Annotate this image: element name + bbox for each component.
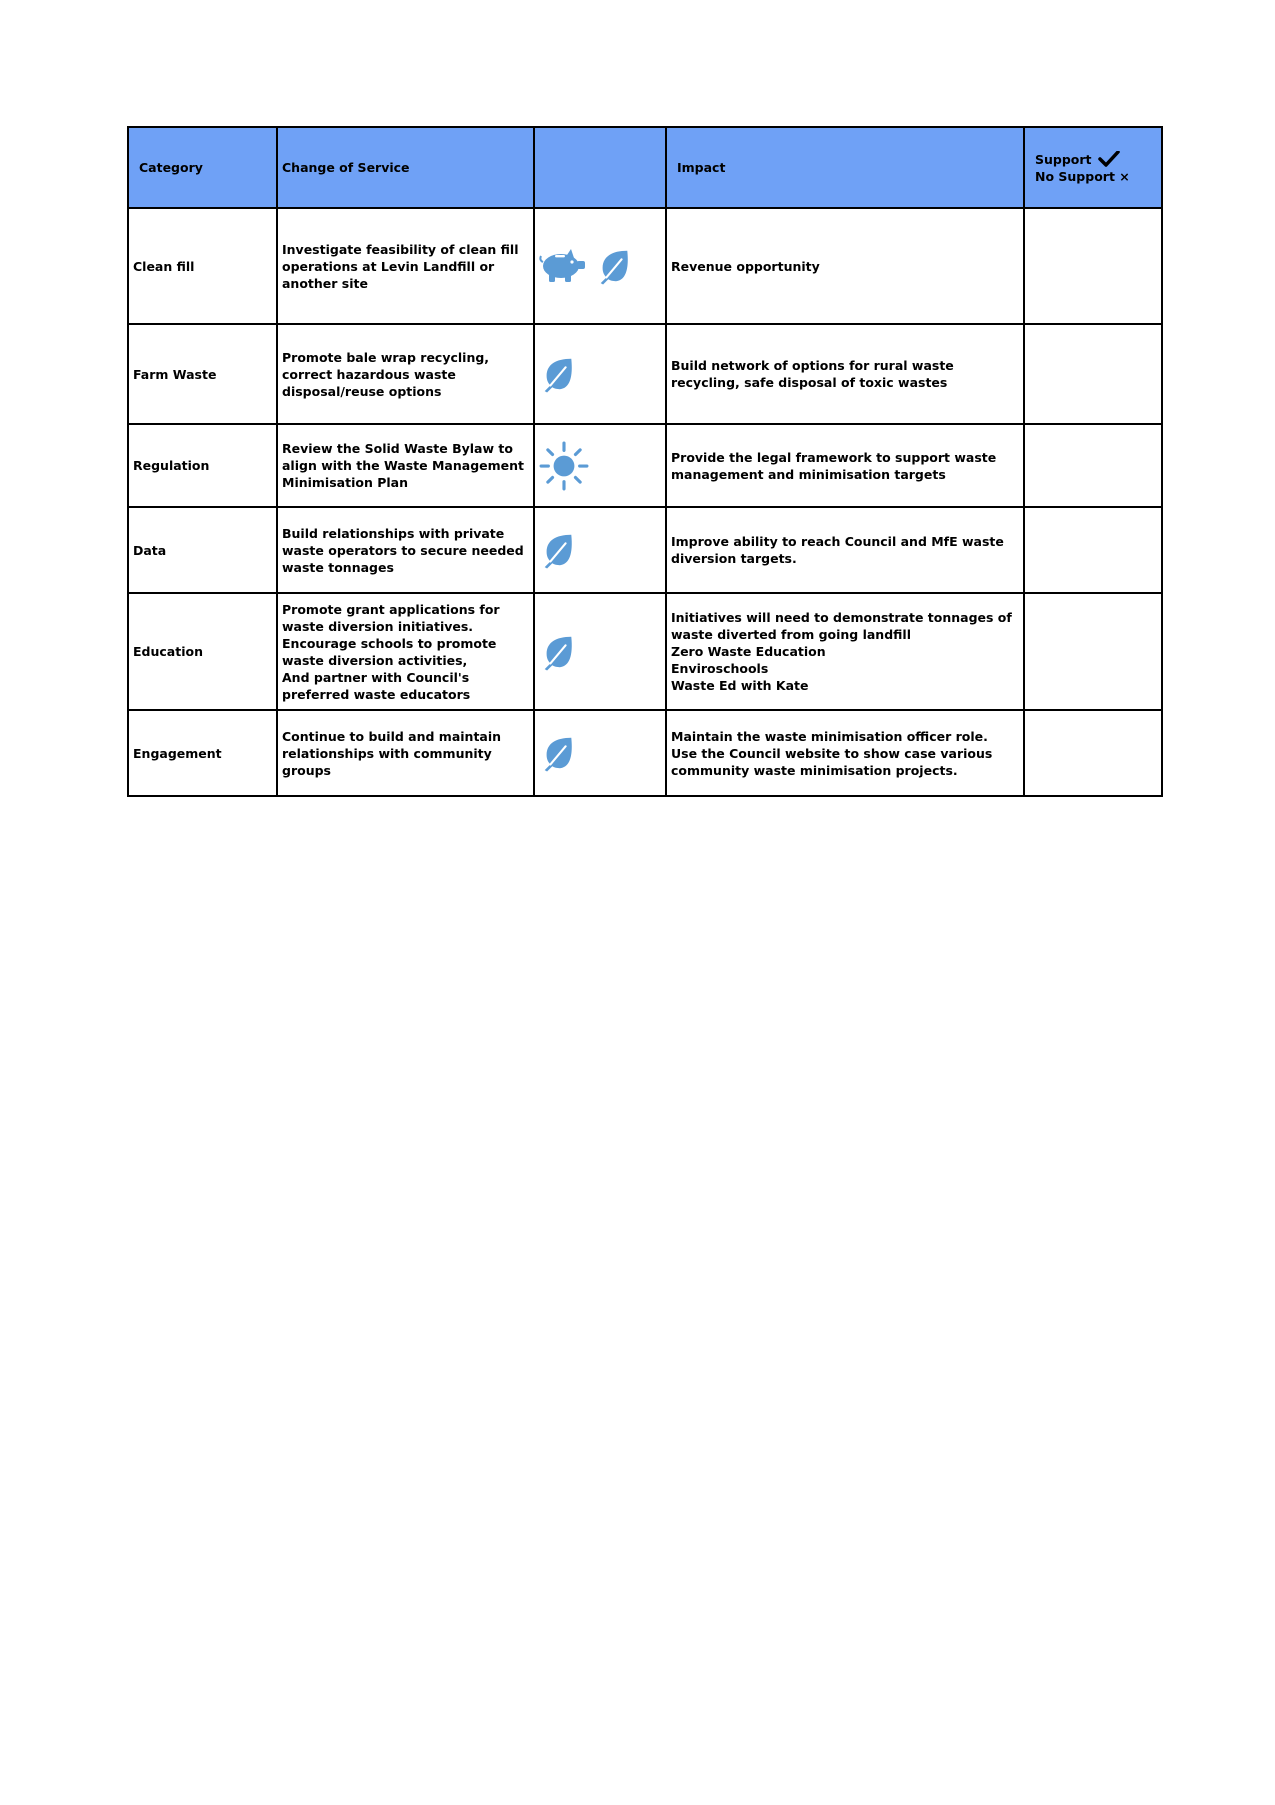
sun-icon [539, 441, 589, 491]
table-row [128, 424, 1162, 507]
impact-cell: Improve ability to reach Council and MfE waste diversion targets. [666, 507, 1024, 593]
impact-cell: Maintain the waste minimisation officer role. Use the Council website to show case various community waste minimisation projects. [666, 710, 1024, 796]
leaf-icon [595, 247, 633, 285]
header-category: Category [128, 127, 277, 208]
category-cell: Education [128, 593, 277, 710]
icon-cell [534, 424, 666, 507]
waste-plan-table [127, 126, 1163, 797]
category-cell: Engagement [128, 710, 277, 796]
impact-cell: Build network of options for rural waste recycling, safe disposal of toxic wastes [666, 324, 1024, 424]
table-row [128, 593, 1162, 710]
table-header-row [128, 127, 1162, 208]
leaf-icon [539, 355, 577, 393]
change-of-service-cell: Review the Solid Waste Bylaw to align with the Waste Management Minimisation Plan [277, 424, 534, 507]
support-cell [1024, 208, 1162, 324]
icon-cell [534, 324, 666, 424]
support-label: Support [1035, 151, 1092, 167]
no-support-label: No Support × [1035, 168, 1130, 184]
change-of-service-cell: Promote grant applications for waste diversion initiatives. Encourage schools to promote waste diversion activities, And partner with Council's preferred waste educators [277, 593, 534, 710]
category-cell: Data [128, 507, 277, 593]
change-of-service-cell: Continue to build and maintain relationships with community groups [277, 710, 534, 796]
header-change-of-service: Change of Service [277, 127, 534, 208]
header-icon [534, 127, 666, 208]
support-cell [1024, 507, 1162, 593]
change-of-service-cell: Build relationships with private waste operators to secure needed waste tonnages [277, 507, 534, 593]
leaf-icon [539, 633, 577, 671]
category-cell: Farm Waste [128, 324, 277, 424]
icon-cell [534, 593, 666, 710]
checkmark-icon [1098, 151, 1120, 167]
piggy-bank-icon [539, 248, 587, 284]
leaf-icon [539, 531, 577, 569]
support-cell [1024, 324, 1162, 424]
support-cell [1024, 593, 1162, 710]
icon-cell [534, 507, 666, 593]
table-row [128, 208, 1162, 324]
impact-cell: Initiatives will need to demonstrate tonnages of waste diverted from going landfill Zero Waste Education Enviroschools Waste Ed with Kate [666, 593, 1024, 710]
header-impact: Impact [666, 127, 1024, 208]
support-cell [1024, 424, 1162, 507]
table-row [128, 710, 1162, 796]
support-cell [1024, 710, 1162, 796]
leaf-icon [539, 734, 577, 772]
change-of-service-cell: Investigate feasibility of clean fill operations at Levin Landfill or another site [277, 208, 534, 324]
icon-cell [534, 710, 666, 796]
header-support [1024, 127, 1162, 208]
category-cell: Regulation [128, 424, 277, 507]
category-cell: Clean fill [128, 208, 277, 324]
table-row [128, 324, 1162, 424]
impact-cell: Revenue opportunity [666, 208, 1024, 324]
icon-cell [534, 208, 666, 324]
change-of-service-cell: Promote bale wrap recycling, correct hazardous waste disposal/reuse options [277, 324, 534, 424]
table-row [128, 507, 1162, 593]
impact-cell: Provide the legal framework to support waste management and minimisation targets [666, 424, 1024, 507]
